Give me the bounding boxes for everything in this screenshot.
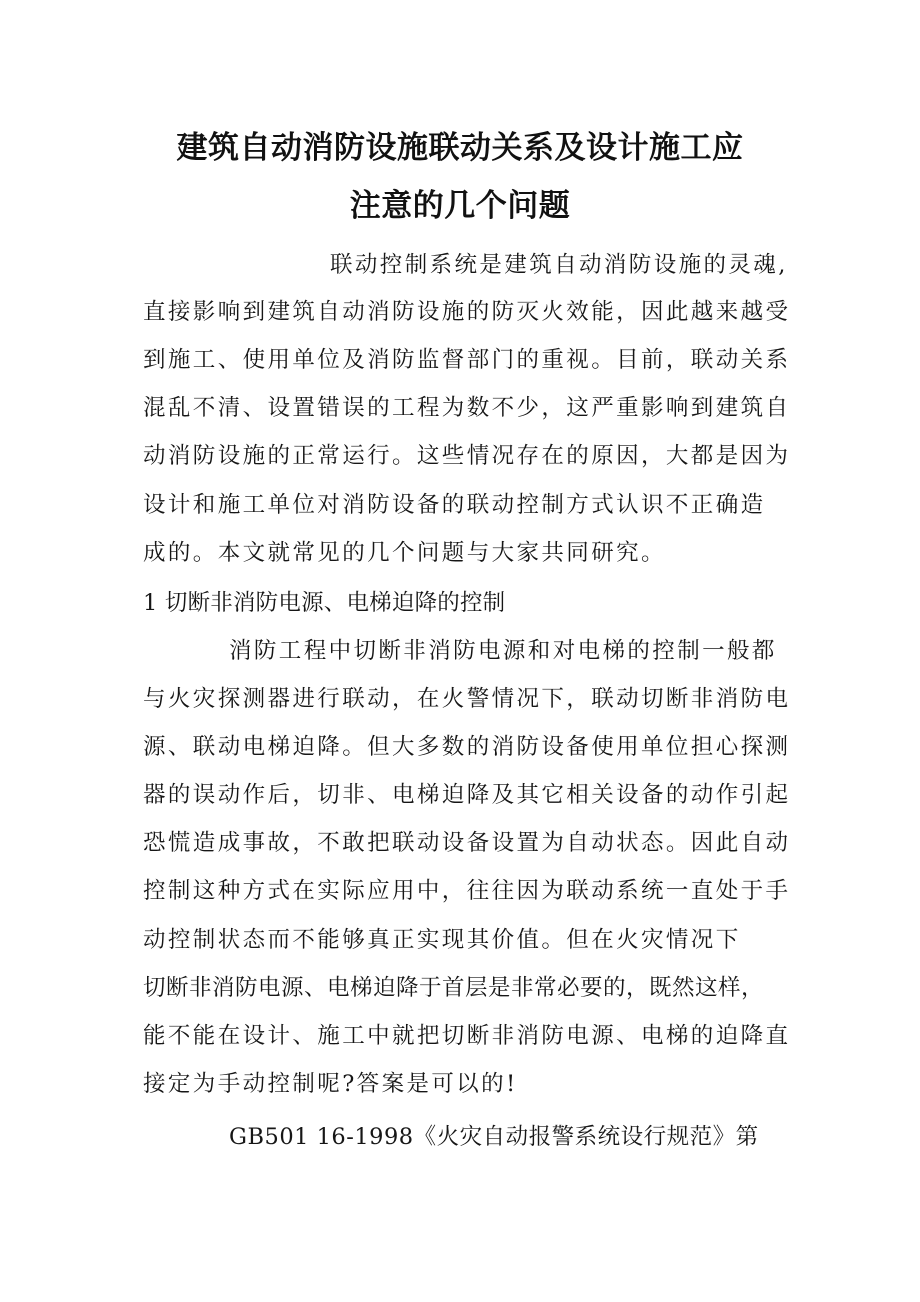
paragraph-line: 动控制状态而不能够真正实现其价值。但在火灾情况下 — [143, 927, 741, 953]
paragraph-line: 控制这种方式在实际应用中，往往因为联动系统一直处于手 — [143, 878, 791, 904]
paragraph-line: 切断非消防电源、电梯迫降于首层是非常必要的，既然这样， — [143, 975, 765, 1001]
paragraph-line: 消防工程中切断非消防电源和对电梯的控制一般都 — [229, 638, 777, 664]
paragraph-line: 动消防设施的正常运行。这些情况存在的原因，大都是因为 — [143, 443, 791, 469]
paragraph-line: 与火灾探测器进行联动，在火警情况下，联动切断非消防电 — [143, 686, 791, 712]
paragraph-line: 器的误动作后，切非、电梯迫降及其它相关设备的动作引起 — [143, 782, 791, 808]
paragraph-line: 能不能在设计、施工中就把切断非消防电源、电梯的迫降直 — [143, 1023, 791, 1049]
paragraph-line: 恐慌造成事故，不敢把联动设备设置为自动状态。因此自动 — [143, 830, 791, 856]
paragraph-line: 到施工、使用单位及消防监督部门的重视。目前，联动关系 — [143, 347, 791, 373]
section-heading: 1 切断非消防电源、电梯迫降的控制 — [143, 590, 506, 616]
paragraph-line: 成的。本文就常见的几个问题与大家共同研究。 — [143, 540, 666, 566]
paragraph-line: 联动控制系统是建筑自动消防设施的灵魂, — [330, 252, 788, 278]
paragraph-line: 直接影响到建筑自动消防设施的防灭火效能，因此越来越受 — [143, 299, 791, 325]
paragraph-line: 设计和施工单位对消防设备的联动控制方式认识不正确造 — [143, 492, 766, 518]
document-title-line-2: 注意的几个问题 — [349, 188, 571, 224]
paragraph-line: GB501 16-1998《火灾自动报警系统设行规范》第 — [229, 1124, 759, 1150]
document-title-line-1: 建筑自动消防设施联动关系及设计施工应 — [176, 130, 744, 166]
paragraph-line: 接定为手动控制呢?答案是可以的! — [143, 1071, 518, 1097]
paragraph-line: 源、联动电梯迫降。但大多数的消防设备使用单位担心探测 — [143, 734, 791, 760]
paragraph-line: 混乱不清、设置错误的工程为数不少，这严重影响到建筑自 — [143, 395, 791, 421]
